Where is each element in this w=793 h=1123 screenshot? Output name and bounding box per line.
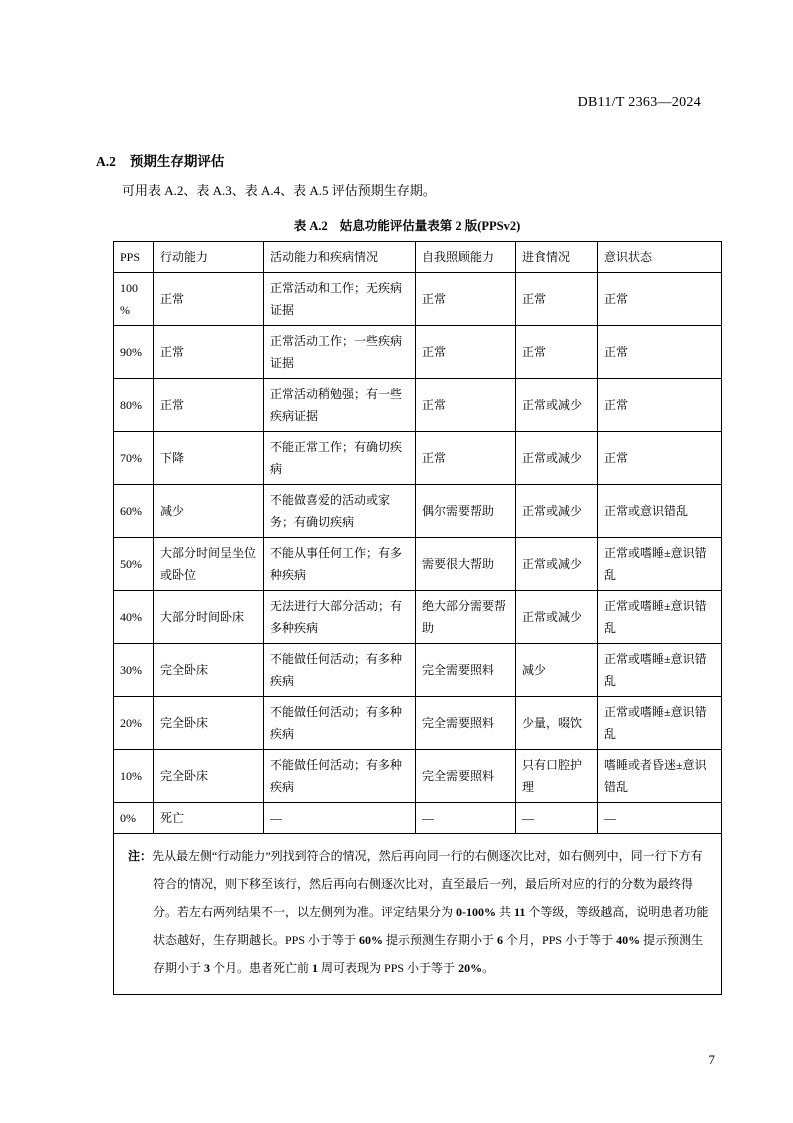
table-body [114, 273, 722, 834]
table-cell: 80% [114, 379, 154, 432]
table-caption-label: 表 A.2 [293, 219, 328, 233]
table-cell: 减少 [516, 644, 598, 697]
table-cell: 正常或嗜睡±意识错乱 [598, 644, 722, 697]
table-cell: 正常 [416, 379, 516, 432]
table-cell: 正常活动和工作；无疾病证据 [264, 273, 416, 326]
note-segment: 11 [514, 905, 526, 919]
table-caption [96, 216, 718, 234]
table-cell: 完全卧床 [154, 697, 264, 750]
table-cell: 90% [114, 326, 154, 379]
table-row [114, 538, 722, 591]
table-row [114, 644, 722, 697]
table-row [114, 750, 722, 803]
table-cell: 正常 [154, 379, 264, 432]
table-cell: 0% [114, 803, 154, 834]
note-segment: 先从最左侧“行动能力”列找到符合的情况，然后再向同一行的右侧逐次比对，如右侧列中，同一行下方有符合的情况，则下移至该行，然后再向右侧逐次比对，直至最后一列，最后所对应的行的分数为最终得分。若左右两列结果不一，以左侧列为准。评定结果分为 [152, 849, 703, 919]
section-number: A.2 [96, 154, 116, 169]
table-cell: 少量，啜饮 [516, 697, 598, 750]
table-cell: 大部分时间卧床 [154, 591, 264, 644]
table-cell: 60% [114, 485, 154, 538]
table-cell: 正常 [598, 273, 722, 326]
note-row [114, 834, 722, 995]
table-cell: 70% [114, 432, 154, 485]
table-cell: 正常 [516, 273, 598, 326]
table-row [114, 326, 722, 379]
table-cell: 不能从事任何工作；有多种疾病 [264, 538, 416, 591]
note-segment: 个月，PPS 小于等于 [503, 933, 617, 947]
table-cell: 正常或减少 [516, 591, 598, 644]
note-text [152, 849, 708, 975]
note-segment: 6 [497, 933, 504, 947]
note-segment: 3 [204, 961, 211, 975]
header-row [114, 242, 722, 273]
table-cell: 完全需要照料 [416, 750, 516, 803]
note-segment: 个等级，等级越高，说明患者功能状态越好，生存期越长。PPS 小于等于 [153, 905, 709, 947]
note-segment: 提示预测生存期小于 [383, 933, 498, 947]
table-cell: 正常或嗜睡±意识错乱 [598, 697, 722, 750]
table-row [114, 803, 722, 834]
table-row [114, 591, 722, 644]
section-heading [96, 150, 224, 170]
note-segment: 60% [359, 933, 384, 947]
table-cell: 正常 [154, 326, 264, 379]
table-cell: 正常或减少 [516, 485, 598, 538]
table-cell: 完全卧床 [154, 750, 264, 803]
table-cell: — [516, 803, 598, 834]
table-cell: 正常或嗜睡±意识错乱 [598, 591, 722, 644]
table-cell: 100% [114, 273, 154, 326]
table-note [114, 834, 722, 995]
table-cell: 下降 [154, 432, 264, 485]
table-cell: 减少 [154, 485, 264, 538]
note-segment: 个月。患者死亡前 [210, 961, 313, 975]
table-cell: 正常 [416, 326, 516, 379]
table-cell: 正常 [516, 326, 598, 379]
note-segment: 共 [496, 905, 515, 919]
table-cell: 正常或减少 [516, 538, 598, 591]
table-cell: 正常或减少 [516, 379, 598, 432]
column-header: 自我照顾能力 [416, 242, 516, 273]
table-cell: 40% [114, 591, 154, 644]
table-cell: 正常 [598, 326, 722, 379]
table-cell: — [264, 803, 416, 834]
note-label: 注： [128, 849, 153, 863]
table-cell: — [598, 803, 722, 834]
table-footer [114, 834, 722, 995]
table-cell: 正常 [598, 432, 722, 485]
pps-table [113, 241, 722, 995]
table-cell: 不能做任何活动；有多种疾病 [264, 750, 416, 803]
table-cell: 不能正常工作；有确切疾病 [264, 432, 416, 485]
table-cell: 无法进行大部分活动；有多种疾病 [264, 591, 416, 644]
page-number: 7 [708, 1052, 715, 1067]
table-cell: 嗜睡或者昏迷±意识错乱 [598, 750, 722, 803]
table-cell: 只有口腔护理 [516, 750, 598, 803]
note-segment: 1 [312, 961, 319, 975]
table-cell: 正常或意识错乱 [598, 485, 722, 538]
note-segment: 20% [458, 961, 483, 975]
table-cell: 正常 [154, 273, 264, 326]
table-cell: 不能做任何活动；有多种疾病 [264, 644, 416, 697]
table-cell: 不能做任何活动；有多种疾病 [264, 697, 416, 750]
table-cell: 正常 [416, 273, 516, 326]
table-cell: 绝大部分需要帮助 [416, 591, 516, 644]
table-cell: — [416, 803, 516, 834]
table-cell: 20% [114, 697, 154, 750]
table-row [114, 485, 722, 538]
table-cell: 死亡 [154, 803, 264, 834]
table-cell: 正常或减少 [516, 432, 598, 485]
section-title: 预期生存期评估 [129, 154, 225, 169]
table-cell: 不能做喜爱的活动或家务；有确切疾病 [264, 485, 416, 538]
table-cell: 正常活动稍勉强；有一些疾病证据 [264, 379, 416, 432]
table-caption-title: 姑息功能评估量表第 2 版(PPSv2) [339, 219, 521, 233]
table-cell: 正常活动工作；一些疾病证据 [264, 326, 416, 379]
table-row [114, 273, 722, 326]
column-header: 行动能力 [154, 242, 264, 273]
note-segment: 周可表现为 PPS 小于等于 [318, 961, 459, 975]
intro-paragraph: 可用表 A.2、表 A.3、表 A.4、表 A.5 评估预期生存期。 [122, 183, 436, 198]
table-cell: 完全需要照料 [416, 644, 516, 697]
table-cell: 30% [114, 644, 154, 697]
note-segment: 提示预测生存期小于 [153, 933, 704, 975]
column-header: PPS [114, 242, 154, 273]
column-header: 活动能力和疾病情况 [264, 242, 416, 273]
table-cell: 正常 [598, 379, 722, 432]
table-cell: 正常或嗜睡±意识错乱 [598, 538, 722, 591]
table-cell: 大部分时间呈坐位或卧位 [154, 538, 264, 591]
table-row [114, 432, 722, 485]
table-row [114, 379, 722, 432]
table-cell: 10% [114, 750, 154, 803]
note-segment: 40% [616, 933, 641, 947]
table-row [114, 697, 722, 750]
table-cell: 正常 [416, 432, 516, 485]
table-cell: 完全卧床 [154, 644, 264, 697]
table-header [114, 242, 722, 273]
column-header: 进食情况 [516, 242, 598, 273]
table-cell: 完全需要照料 [416, 697, 516, 750]
table-cell: 偶尔需要帮助 [416, 485, 516, 538]
column-header: 意识状态 [598, 242, 722, 273]
table-cell: 50% [114, 538, 154, 591]
note-segment: 。 [482, 961, 495, 975]
note-segment: 0-100% [456, 905, 497, 919]
table-cell: 需要很大帮助 [416, 538, 516, 591]
doc-code: DB11/T 2363—2024 [577, 95, 701, 110]
